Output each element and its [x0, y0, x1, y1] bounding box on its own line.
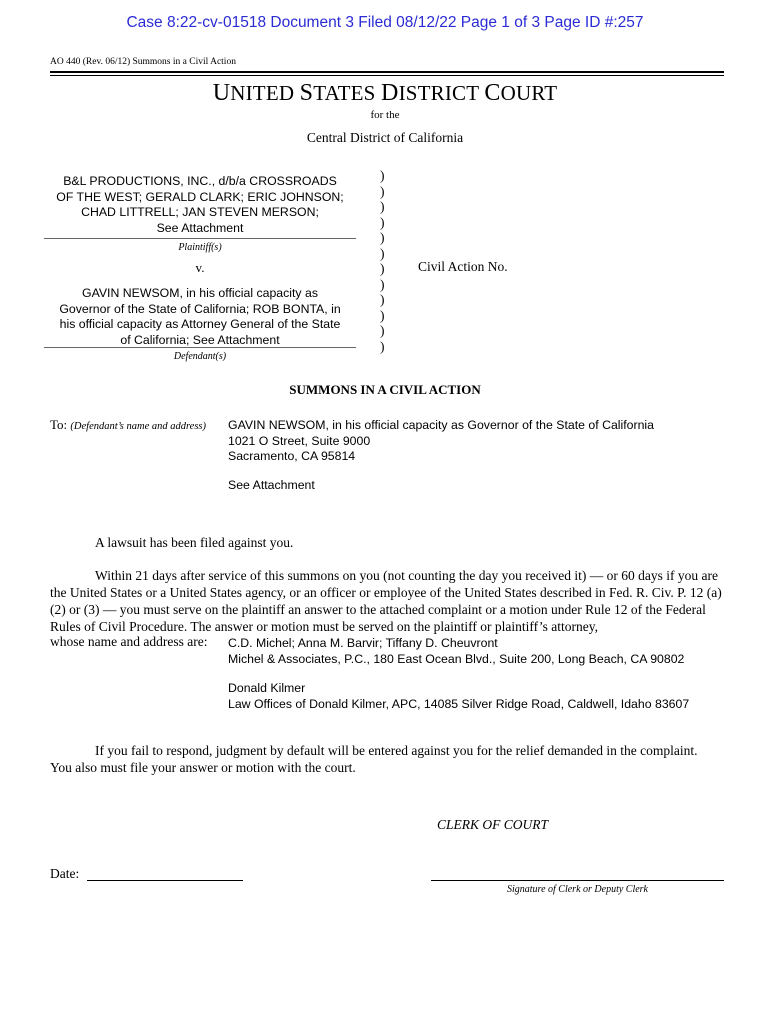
date-line — [87, 880, 243, 881]
defendants-block — [44, 286, 356, 348]
paren: ) — [380, 307, 385, 323]
date-label: Date: — [50, 866, 80, 881]
defendants-rule — [44, 347, 356, 348]
plaintiffs-label: Plaintiff(s) — [178, 242, 222, 253]
default-warning: If you fail to respond, judgment by default will be entered against you for the relief demanded in the complaint. You also must file your answer or motion with the court. — [50, 743, 698, 775]
response-instructions: Within 21 days after service of this summons on you (not counting the day you received it) — or 60 days if you are the United States or a United States agency, or an officer or employee of the United States described in Fed. R. Civ. P. 12 (a)(2) or (3) — you must serve on the plaintiff an answer to the attached complaint or a motion under Rule 12 of the Federal Rules of Civil Procedure. The answer or motion must be served on the plaintiff or plaintiff’s attorney, — [50, 568, 722, 634]
district-name: Central District of California — [306, 130, 464, 145]
clerk-of-court: CLERK OF COURT — [437, 817, 549, 832]
defendants-line: of California; See Attachment — [120, 332, 280, 347]
paren: ) — [380, 214, 385, 230]
attorney-block-2 — [228, 680, 689, 712]
versus-label: v. — [195, 260, 205, 275]
court-filing-stamp: Case 8:22-cv-01518 Document 3 Filed 08/12/22 Page 1 of 3 Page ID #:257 — [126, 14, 644, 31]
plaintiffs-line: B&L PRODUCTIONS, INC., d/b/a CROSSROADS — [63, 174, 337, 188]
paren: ) — [380, 276, 385, 292]
to-hint: (Defendant’s name and address) — [70, 421, 207, 432]
attorney-line: Donald Kilmer — [228, 681, 306, 695]
signature-line — [431, 880, 724, 881]
address-line: GAVIN NEWSOM, in his official capacity as Governor of the State of California — [228, 418, 655, 432]
paren: ) — [380, 230, 385, 245]
see-attachment: See Attachment — [228, 478, 315, 492]
paren: ) — [380, 245, 385, 261]
to-label: To: (Defendant’s name and address) — [50, 417, 207, 432]
form-id: AO 440 (Rev. 06/12) Summons in a Civil Action — [50, 57, 236, 67]
attorney-line: Michel & Associates, P.C., 180 East Ocean Blvd., Suite 200, Long Beach, CA 90802 — [228, 652, 685, 666]
address-line: 1021 O Street, Suite 9000 — [228, 433, 371, 448]
plaintiffs-block — [44, 174, 356, 236]
attorney-line: C.D. Michel; Anna M. Barvir; Tiffany D. Cheuvront — [228, 636, 498, 650]
court-title: UNITED STATES DISTRICT COURT — [212, 80, 558, 106]
attorney-block-1 — [228, 635, 684, 667]
paren: ) — [380, 199, 385, 214]
plaintiffs-line: CHAD LITTRELL; JAN STEVEN MERSON; — [81, 205, 319, 219]
defendants-line: Governor of the State of California; ROB BONTA, in — [59, 301, 341, 316]
for-the-label: for the — [370, 109, 400, 121]
civil-action-number-label: Civil Action No. — [418, 259, 508, 274]
paren: ) — [380, 323, 385, 338]
address-line: Sacramento, CA 95814 — [228, 449, 356, 463]
paren: ) — [380, 183, 385, 199]
paren: ) — [380, 338, 385, 354]
paren: ) — [380, 168, 385, 183]
defendants-line: GAVIN NEWSOM, in his official capacity as — [82, 286, 318, 300]
paren: ) — [380, 261, 385, 276]
header-rule-thin — [50, 75, 724, 76]
defendants-label: Defendant(s) — [173, 351, 227, 362]
defendant-address — [228, 418, 654, 465]
defendants-line: his official capacity as Attorney General of the State — [59, 317, 341, 331]
caption-parentheses — [380, 168, 385, 354]
attorney-line: Law Offices of Donald Kilmer, APC, 14085 Silver Ridge Road, Caldwell, Idaho 83607 — [228, 697, 690, 711]
attorney-label: whose name and address are: — [50, 634, 208, 649]
header-rule-thick — [50, 71, 724, 73]
plaintiffs-line: OF THE WEST; GERALD CLARK; ERIC JOHNSON; — [56, 189, 344, 204]
signature-label: Signature of Clerk or Deputy Clerk — [507, 884, 648, 895]
paren: ) — [380, 292, 385, 307]
plaintiffs-rule — [44, 238, 356, 239]
lawsuit-notice: A lawsuit has been filed against you. — [95, 535, 294, 550]
plaintiffs-line: See Attachment — [156, 220, 244, 235]
summons-title: SUMMONS IN A CIVIL ACTION — [289, 382, 481, 397]
